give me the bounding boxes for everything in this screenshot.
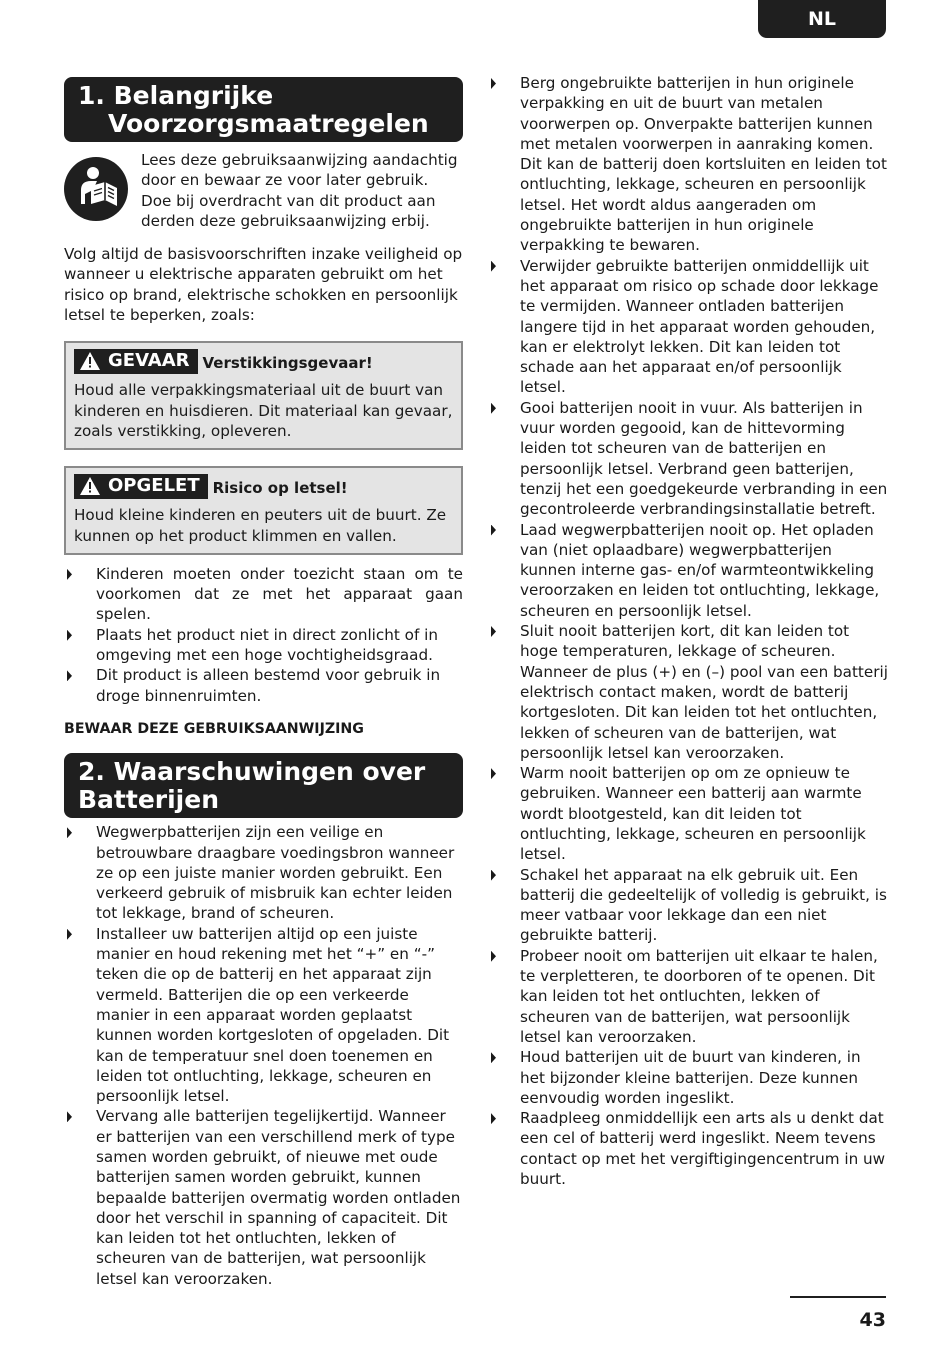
keep-manual-notice: BEWAAR DEZE GEBRUIKSAANWIJZING <box>64 720 364 737</box>
list-item: Warm nooit batterijen op om ze opnieuw te gebruiken. Wanneer een batterij aan warmte wordt blootgesteld, kan dit leiden tot ontluchting, lekkage, scheuren en persoonlijk letsel. <box>488 763 888 864</box>
list-item: Verwijder gebruikte batterijen onmiddellijk uit het apparaat om risico op schade door lekkage te vermijden. Wanneer ontladen batterijen langere tijd in het apparaat worden gehouden, kan er elektrolyt lekken. Dit kan leiden tot schade aan het apparaat en/of persoonlijk letsel. <box>488 256 888 398</box>
list-item: Plaats het product niet in direct zonlicht of in omgeving met een hoge vochtigheidsgraad. <box>64 625 463 666</box>
list-item: Dit product is alleen bestemd voor gebruik in droge binnenruimten. <box>64 665 463 706</box>
section-2-title-line1: Waarschuwingen over <box>113 757 426 787</box>
list-item: Sluit nooit batterijen kort, dit kan leiden tot hoge temperaturen, lekkage of scheuren. Wanneer de plus (+) en (–) pool van een batterij elektrisch contact maken, wordt de batterij kortgesloten. Dit kan leiden tot het ontluchten, lekken of scheuren van de batterijen, wat persoonlijk letsel kan veroorzaken. <box>488 621 888 763</box>
list-item: Gooi batterijen nooit in vuur. Als batterijen in vuur worden gegooid, kan de hittevorming leiden tot scheuren van de batterijen en persoonlijk letsel. Verbrand geen batterijen, tenzij het een goedgekeurde verbranding in een gecontroleerde verbrandingsinstallatie betreft. <box>488 398 888 520</box>
section-1-number: 1. <box>78 81 105 110</box>
list-item: Raadpleeg onmiddellijk een arts als u denkt dat een cel of batterij werd ingeslikt. Neem tevens contact op met het vergiftigingencentrum in uw buurt. <box>488 1108 888 1189</box>
section-2-heading <box>64 753 463 818</box>
danger-label: GEVAAR <box>74 349 198 374</box>
list-item: Laad wegwerpbatterijen nooit op. Het opladen van (niet oplaadbare) wegwerpbatterijen kunnen interne gas- en/of warmteontwikkeling veroorzaken en leiden tot ontluchting, lekkage, scheuren en persoonlijk letsel. <box>488 520 888 621</box>
footer-rule <box>790 1296 886 1298</box>
right-column <box>488 73 888 1189</box>
general-safety-text: Volg altijd de basisvoorschriften inzake veiligheid op wanneer u elektrische apparaten gebruikt om het risico op brand, elektrische schokken en persoonlijk letsel te beperken, zoals: <box>64 245 463 325</box>
section-2-number: 2. <box>78 757 105 787</box>
warning-triangle-icon <box>80 352 100 370</box>
warning-triangle-icon <box>80 477 100 495</box>
list-item: Schakel het apparaat na elk gebruik uit. Een batterij die gedeeltelijk of volledig is gebruikt, is meer vatbaar voor lekkage dan een niet gebruikte batterij. <box>488 865 888 946</box>
left-column <box>64 77 463 1289</box>
list-item: Houd batterijen uit de buurt van kinderen, in het bijzonder kleine batterijen. Deze kunnen eenvoudig worden ingeslikt. <box>488 1047 888 1108</box>
list-item: Berg ongebruikte batterijen in hun originele verpakking en uit de buurt van metalen voorwerpen op. Onverpakte batterijen kunnen met metalen voorwerpen in aanraking komen. Dit kan de batterij doen kortsluiten en leiden tot ontluchting, lekkage, scheuren en persoonlijk letsel. Het wordt aldus aangeraden om ongebruikte batterijen in hun originele verpakking te bewaren. <box>488 73 888 256</box>
caution-title: Risico op letsel! <box>212 478 348 497</box>
caution-box <box>64 466 463 555</box>
section-1-title-line2: Voorzorgsmaatregelen <box>108 109 429 138</box>
section-1-title-line1: Belangrijke <box>113 81 274 110</box>
caution-label: OPGELET <box>74 474 208 499</box>
battery-bullet-list-right <box>488 73 888 1189</box>
list-item: Vervang alle batterijen tegelijkertijd. Wanneer er batterijen van een verschillend merk of type samen worden gebruikt, of nieuwe met oude batterijen samen worden gebruikt, kunnen bepaalde batterijen overmatig worden ontladen door het verschil in spanning of capaciteit. Dit kan leiden tot het ontluchten, lekken of scheuren van de batterijen, wat persoonlijk letsel kan veroorzaken. <box>64 1106 463 1289</box>
danger-box <box>64 341 463 450</box>
danger-body: Houd alle verpakkingsmateriaal uit de buurt van kinderen en huisdieren. Dit materiaal kan gevaar, zoals verstikking, opleveren. <box>74 381 453 440</box>
list-item: Kinderen moeten onder toezicht staan om te voorkomen dat ze met het apparaat gaan spelen. <box>64 564 463 625</box>
caution-body: Houd kleine kinderen en peuters uit de buurt. Ze kunnen op het product klimmen en vallen. <box>74 506 447 545</box>
language-tab: NL <box>758 0 886 38</box>
section-2-title-line2: Batterijen <box>78 785 220 815</box>
list-item: Probeer nooit om batterijen uit elkaar te halen, te verpletteren, te doorboren of te openen. Dit kan leiden tot het ontluchten, lekken of scheuren van de batterijen, wat persoonlijk letsel kan veroorzaken. <box>488 946 888 1047</box>
general-bullet-list <box>64 564 463 706</box>
danger-title: Verstikkingsgevaar! <box>202 353 373 372</box>
intro-block <box>64 150 463 231</box>
read-manual-icon <box>64 157 128 221</box>
battery-bullet-list-left <box>64 822 463 1289</box>
intro-text: Lees deze gebruiksaanwijzing aandachtig door en bewaar ze voor later gebruik. Doe bij overdracht van dit product aan derden deze gebruiksaanwijzing erbij. <box>141 151 458 230</box>
list-item: Wegwerpbatterijen zijn een veilige en betrouwbare draagbare voedingsbron wanneer ze op een juiste manier worden gebruikt. Een verkeerd gebruik of misbruik kan echter leiden tot lekkage, brand of scheuren. <box>64 822 463 923</box>
list-item: Installeer uw batterijen altijd op een juiste manier en houd rekening met het “+” en “-” teken die op de batterij en het apparaat zijn vermeld. Batterijen die op een verkeerde manier in een apparaat worden geplaatst kunnen worden kortgesloten of opgeladen. Dit kan de temperatuur snel doen toenemen en leiden tot ontluchting, lekkage, scheuren en persoonlijk letsel. <box>64 924 463 1107</box>
page-number: 43 <box>859 1309 886 1331</box>
section-1-heading <box>64 77 463 142</box>
